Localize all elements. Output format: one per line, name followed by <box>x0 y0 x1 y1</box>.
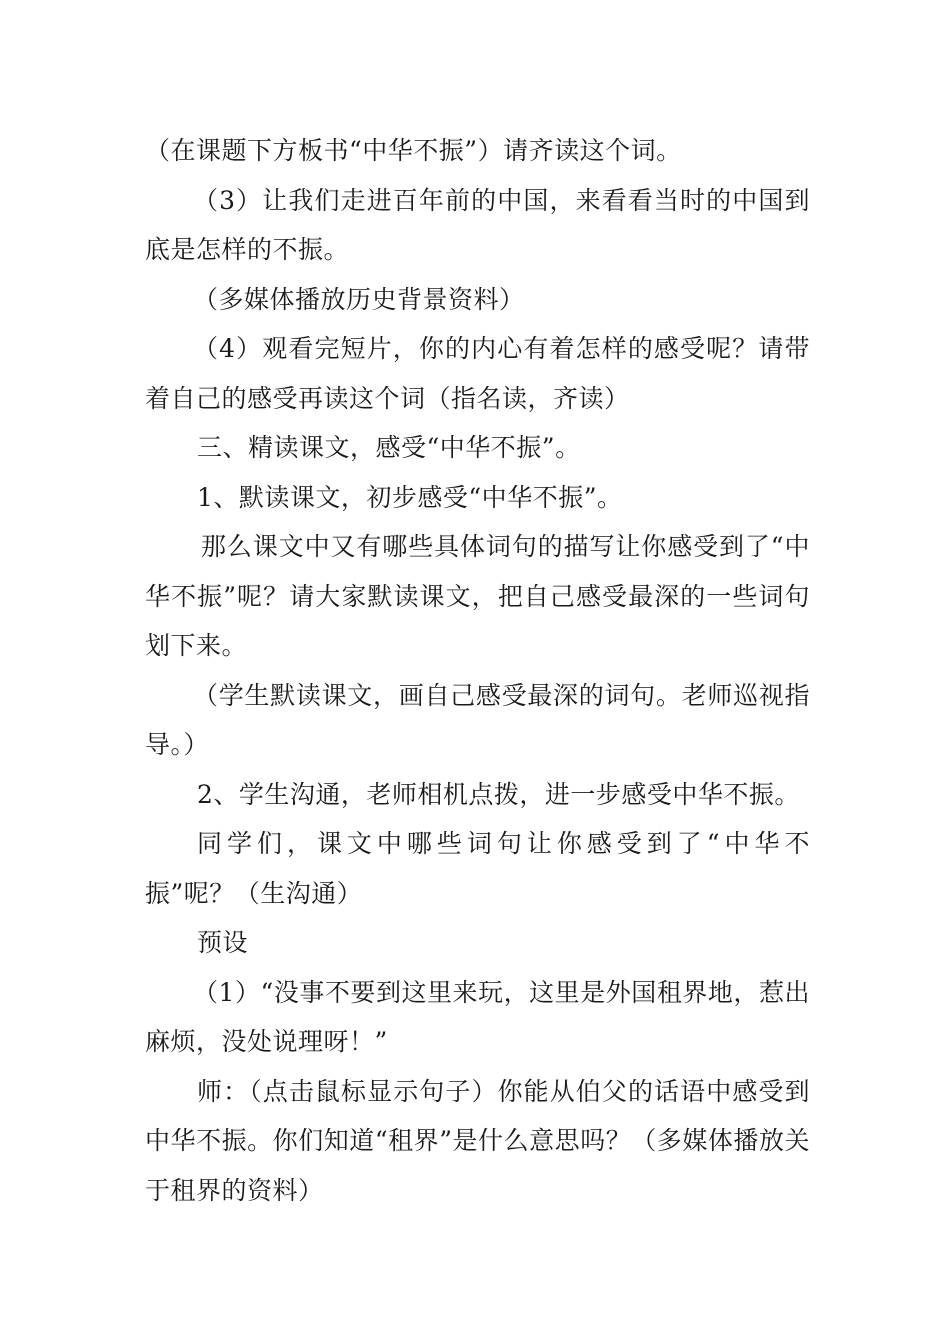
paragraph-question: 那么课文中又有哪些具体词句的描写让你感受到了“中华不振”呢？请大家默读课文，把自己感受最深的一些词句划下来。 <box>145 532 810 660</box>
paragraph-multimedia-background: （多媒体播放历史背景资料） <box>193 284 525 314</box>
document-body <box>145 126 810 1215</box>
paragraph-step-3: （3）让我们走进百年前的中国，来看看当时的中国到底是怎样的不振。 <box>145 185 810 264</box>
paragraph-quote-1: （1）“没事不要到这里来玩，这里是外国租界地，惹出麻烦，没处说理呀！” <box>145 977 810 1056</box>
section-heading-3: 三、精读课文，感受“中华不振”。 <box>197 433 581 462</box>
subheading-1: 1、默读课文，初步感受“中华不振”。 <box>197 482 623 512</box>
paragraph-student-reading: （学生默读课文，画自己感受最深的词句。老师巡视指导。） <box>145 680 810 759</box>
paragraph-preset: 预设 <box>197 928 249 957</box>
paragraph-board-writing: （在课题下方板书“中华不振”）请齐读这个词。 <box>145 136 682 165</box>
paragraph-step-4: （4）观看完短片，你的内心有着怎样的感受呢？请带着自己的感受再读这个词（指名读，齐读） <box>145 334 810 413</box>
subheading-2: 2、学生沟通，老师相机点拨，进一步感受中华不振。 <box>197 779 800 809</box>
paragraph-teacher: 师：（点击鼠标显示句子）你能从伯父的话语中感受到中华不振。你们知道“租界”是什么意思吗？（多媒体播放关于租界的资料） <box>145 1076 810 1205</box>
paragraph-classmates: 同学们，课文中哪些词句让你感受到了“中华不振”呢？（生沟通） <box>145 829 810 908</box>
